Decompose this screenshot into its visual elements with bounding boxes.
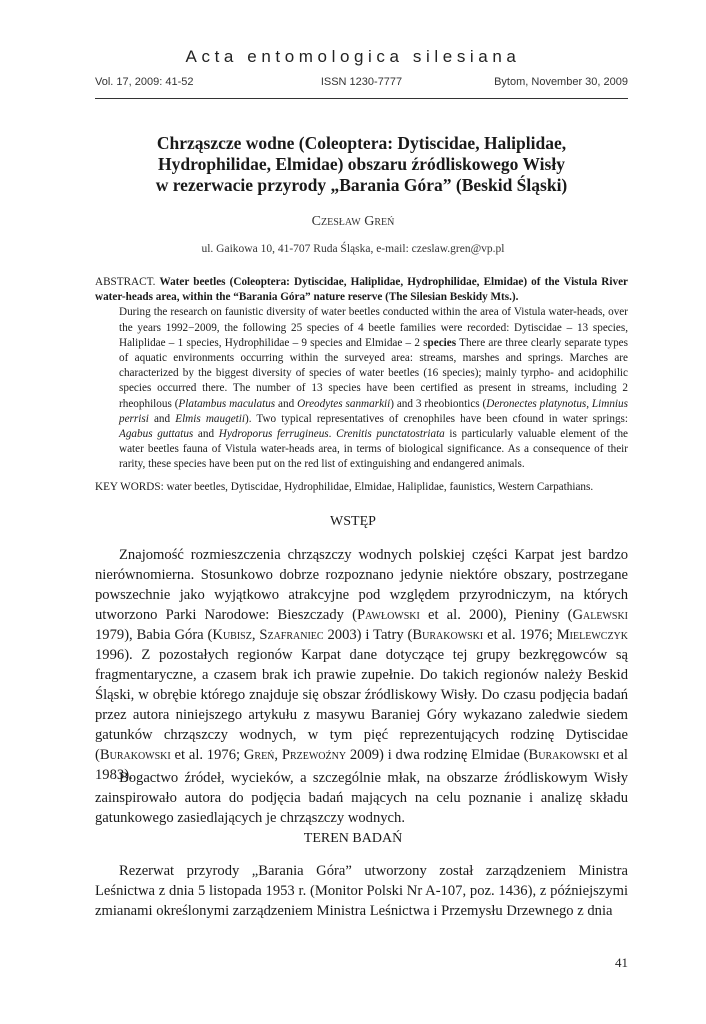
abstract-title: Water beetles (Coleoptera: Dytiscidae, Haliplidae, Hydrophilidae, Elmidae) of the Vistula River water-heads area, within the “Barania Góra” nature reserve (The Silesian Beskidy Mts.). xyxy=(95,276,628,304)
title-line-3: w rezerwacie przyrody „Barania Góra” (Beskid Śląski) xyxy=(155,175,568,195)
keywords-text: water beetles, Dytiscidae, Hydrophilidae, Elmidae, Haliplidae, faunistics, Western Carpathians. xyxy=(166,481,594,493)
author-address: ul. Gaikowa 10, 41-707 Ruda Śląska, e-mail: czeslaw.gren@vp.pl xyxy=(201,243,505,255)
section-heading-study-area: TEREN BADAŃ xyxy=(303,831,403,846)
author-name: Czesław Greń xyxy=(311,214,395,229)
intro-paragraph-2: Bogactwo źródeł, wycieków, a szczególnie młak, na obszarze źródliskowym Wisły zainspirowało autora do podjęcia badań mających na celu poznanie i analizę składu gatunkowego zasiedlających je chrząszczy wodnych. xyxy=(95,770,628,826)
article-title xyxy=(95,133,628,196)
journal-name: Acta entomologica silesiana xyxy=(185,47,521,66)
section-heading-intro: WSTĘP xyxy=(330,514,376,529)
header-rule xyxy=(95,98,628,99)
intro-paragraph-1: Znajomość rozmieszczenia chrząszczy wodnych polskiej części Karpat jest bardzo nierównomierna. Stosunkowo dobrze rozpoznano jedynie niektóre obszary, postrzegane powszechnie jako wyjątkowo atrakcyjne pod względem przyrodniczym, na których utworzono Parki Narodowe: Bieszczady (Pawłowski et al. 2000), Pieniny (Galewski 1979), Babia Góra (Kubisz, Szafraniec 2003) i Tatry (Burakowski et al. 1976; Mielewczyk 1996). Z pozostałych regionów Karpat dane dotyczące tej grupy bezkręgowców są fragmentaryczne, a czasem brak ich prawie zupełnie. Do takich regionów należy Beskid Śląski, w obrębie którego znajduje się obszar źródliskowy Wisły. Do czasu podjęcia badań przez autora niniejszego artykułu z masywu Baraniej Góry wykazano zaledwie siedem gatunków chrząszczy wodnych, w tym pięć reprezentujących rodzinę Dytiscidae (Burakowski et al. 1976; Greń, Przewoźny 2009) i dwa rodzinę Elmidae (Burakowski et al 1983). xyxy=(95,547,628,783)
title-line-2: Hydrophilidae, Elmidae) obszaru źródliskowego Wisły xyxy=(158,154,565,174)
journal-meta xyxy=(95,76,628,92)
abstract xyxy=(95,275,628,473)
keywords-label: KEY WORDS: xyxy=(95,481,164,493)
place-date: Bytom, November 30, 2009 xyxy=(494,76,628,88)
volume-info: Vol. 17, 2009: 41-52 xyxy=(95,76,194,88)
issn: ISSN 1230-7777 xyxy=(320,76,403,88)
keywords xyxy=(95,480,628,495)
page-number: 41 xyxy=(615,955,628,970)
title-line-1: Chrząszcze wodne (Coleoptera: Dytiscidae, Haliplidae, xyxy=(156,133,567,153)
abstract-body: During the research on faunistic diversity of water beetles conducted within the area of Vistula water-heads, over the years 1992−2009, the following 25 species of 4 beetle families were recorded: Dytiscidae – 13 species, Haliplidae – 1 species, Hydrophilidae – 9 species and Elmidae – 2 species There are three clearly separate types of aquatic environments occurring within the surveyed area: streams, marshes and springs. Marches are characterized by the biggest diversity of species of water beetles (16 species); mainly tyrpho- and acidophilic species occurred there. The number of 13 species have been certified as present in streams, including 2 rheophilous (Platambus maculatus and Oreodytes sanmarkii) and 3 rheobiontics (Deronectes platynotus, Limnius perrisi and Elmis maugetii). Two typical representatives of crenophiles have been cfound in water springs: Agabus guttatus and Hydroporus ferrugineus. Crenitis punctatostriata is particularly valuable element of the water beetles fauna of Vistula water-heads area, in terms of biological significance. As a consequence of their rarity, these species have been put on the red list of extinguishing and endangered animals. xyxy=(119,306,629,471)
study-area-paragraph: Rezerwat przyrody „Barania Góra” utworzony został zarządzeniem Ministra Leśnictwa z dnia 5 listopada 1953 r. (Monitor Polski Nr A-107, poz. 1436), z późniejszymi zmianami określonymi zarządzeniem Ministra Leśnictwa i Przemysłu Drzewnego z dnia xyxy=(95,863,628,919)
abstract-label: ABSTRACT. xyxy=(95,276,156,288)
